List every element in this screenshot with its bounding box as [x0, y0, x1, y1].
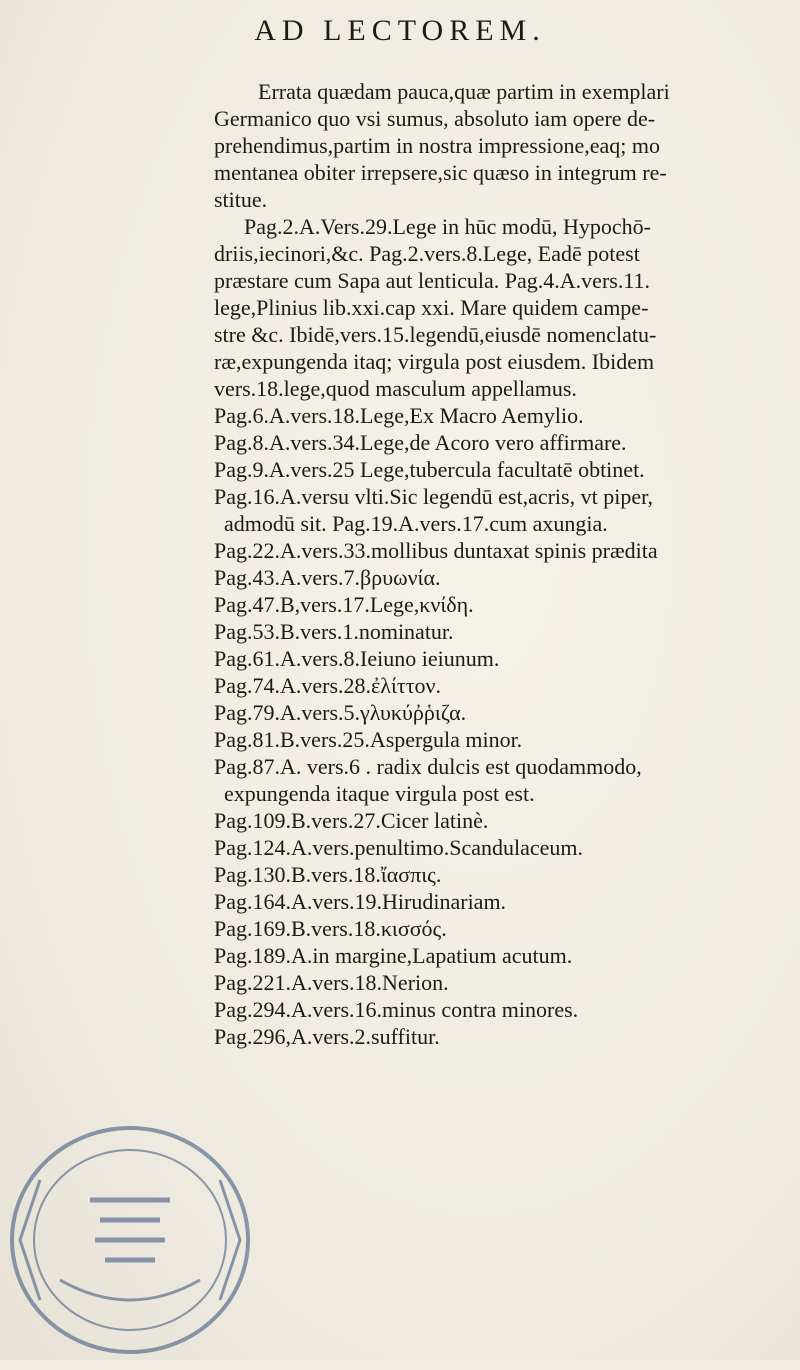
errata-text	[214, 78, 794, 1050]
intro-line: Germanico quo vsi sumus, absoluto iam opere de-	[214, 106, 656, 131]
errata-entry: Pag.294.A.vers.16.minus contra minores.	[214, 997, 579, 1022]
errata-entry: Pag.74.A.vers.28.ἐλίττον.	[214, 673, 441, 698]
errata-entry: Pag.189.A.in margine,Lapatium acutum.	[214, 943, 573, 968]
errata-entry: Pag.124.A.vers.penultimo.Scandulaceum.	[214, 835, 584, 860]
corrections-line: driis,iecinori,&c. Pag.2.vers.8.Lege, Eadē potest	[214, 241, 640, 266]
errata-entry: admodū sit. Pag.19.A.vers.17.cum axungia.	[224, 511, 608, 536]
errata-entry: Pag.87.A. vers.6 . radix dulcis est quodammodo,	[214, 754, 642, 779]
errata-entry: Pag.79.A.vers.5.γλυκύῤῥιζα.	[214, 700, 467, 725]
errata-entry: Pag.53.B.vers.1.nominatur.	[214, 619, 454, 644]
corrections-line: ræ,expungenda itaq; virgula post eiusdem. Ibidem	[214, 349, 655, 374]
corrections-line: stre &c. Ibidē,vers.15.legendū,eiusdē nomenclatu-	[214, 322, 657, 347]
errata-entry: expungenda itaque virgula post est.	[224, 781, 535, 806]
errata-entry: Pag.9.A.vers.25 Lege,tubercula facultatē obtinet.	[214, 457, 645, 482]
intro-line: Errata quædam pauca,quæ partim in exemplari	[258, 79, 670, 104]
page-heading: AD LECTOREM.	[254, 14, 546, 47]
errata-entry: Pag.221.A.vers.18.Nerion.	[214, 970, 449, 995]
library-stamp	[0, 1090, 280, 1370]
errata-entry: Pag.169.B.vers.18.κισσός.	[214, 916, 447, 941]
corrections-line: Pag.2.A.Vers.29.Lege in hūc modū, Hypochō-	[244, 214, 651, 239]
errata-entry: Pag.22.A.vers.33.mollibus duntaxat spinis prædita	[214, 538, 658, 563]
errata-entry: Pag.6.A.vers.18.Lege,Ex Macro Aemylio.	[214, 403, 584, 428]
corrections-line: præstare cum Sapa aut lenticula. Pag.4.A.vers.11.	[214, 268, 651, 293]
intro-line: stitue.	[214, 187, 268, 212]
errata-entry: Pag.61.A.vers.8.Ieiuno ieiunum.	[214, 646, 500, 671]
errata-entry: Pag.16.A.versu vlti.Sic legendū est,acris, vt piper,	[214, 484, 654, 509]
corrections-line: vers.18.lege,quod masculum appellamus.	[214, 376, 577, 401]
errata-list	[214, 402, 794, 1050]
errata-entry: Pag.43.A.vers.7.βρυωνία.	[214, 565, 441, 590]
intro-line: mentanea obiter irrepsere,sic quæso in integrum re-	[214, 160, 667, 185]
errata-entry: Pag.296,A.vers.2.suffitur.	[214, 1024, 440, 1049]
intro-line: prehendimus,partim in nostra impressione,eaq; mo	[214, 133, 661, 158]
errata-entry: Pag.130.B.vers.18.ἴασπις.	[214, 862, 442, 887]
errata-entry: Pag.81.B.vers.25.Aspergula minor.	[214, 727, 523, 752]
errata-entry: Pag.8.A.vers.34.Lege,de Acoro vero affirmare.	[214, 430, 627, 455]
errata-entry: Pag.164.A.vers.19.Hirudinariam.	[214, 889, 507, 914]
errata-entry: Pag.47.B,vers.17.Lege,κνίδη.	[214, 592, 474, 617]
errata-entry: Pag.109.B.vers.27.Cicer latinè.	[214, 808, 489, 833]
intro-paragraph	[214, 78, 794, 213]
corrections-line: lege,Plinius lib.xxi.cap xxi. Mare quidem campe-	[214, 295, 649, 320]
corrections-paragraph	[214, 213, 794, 402]
